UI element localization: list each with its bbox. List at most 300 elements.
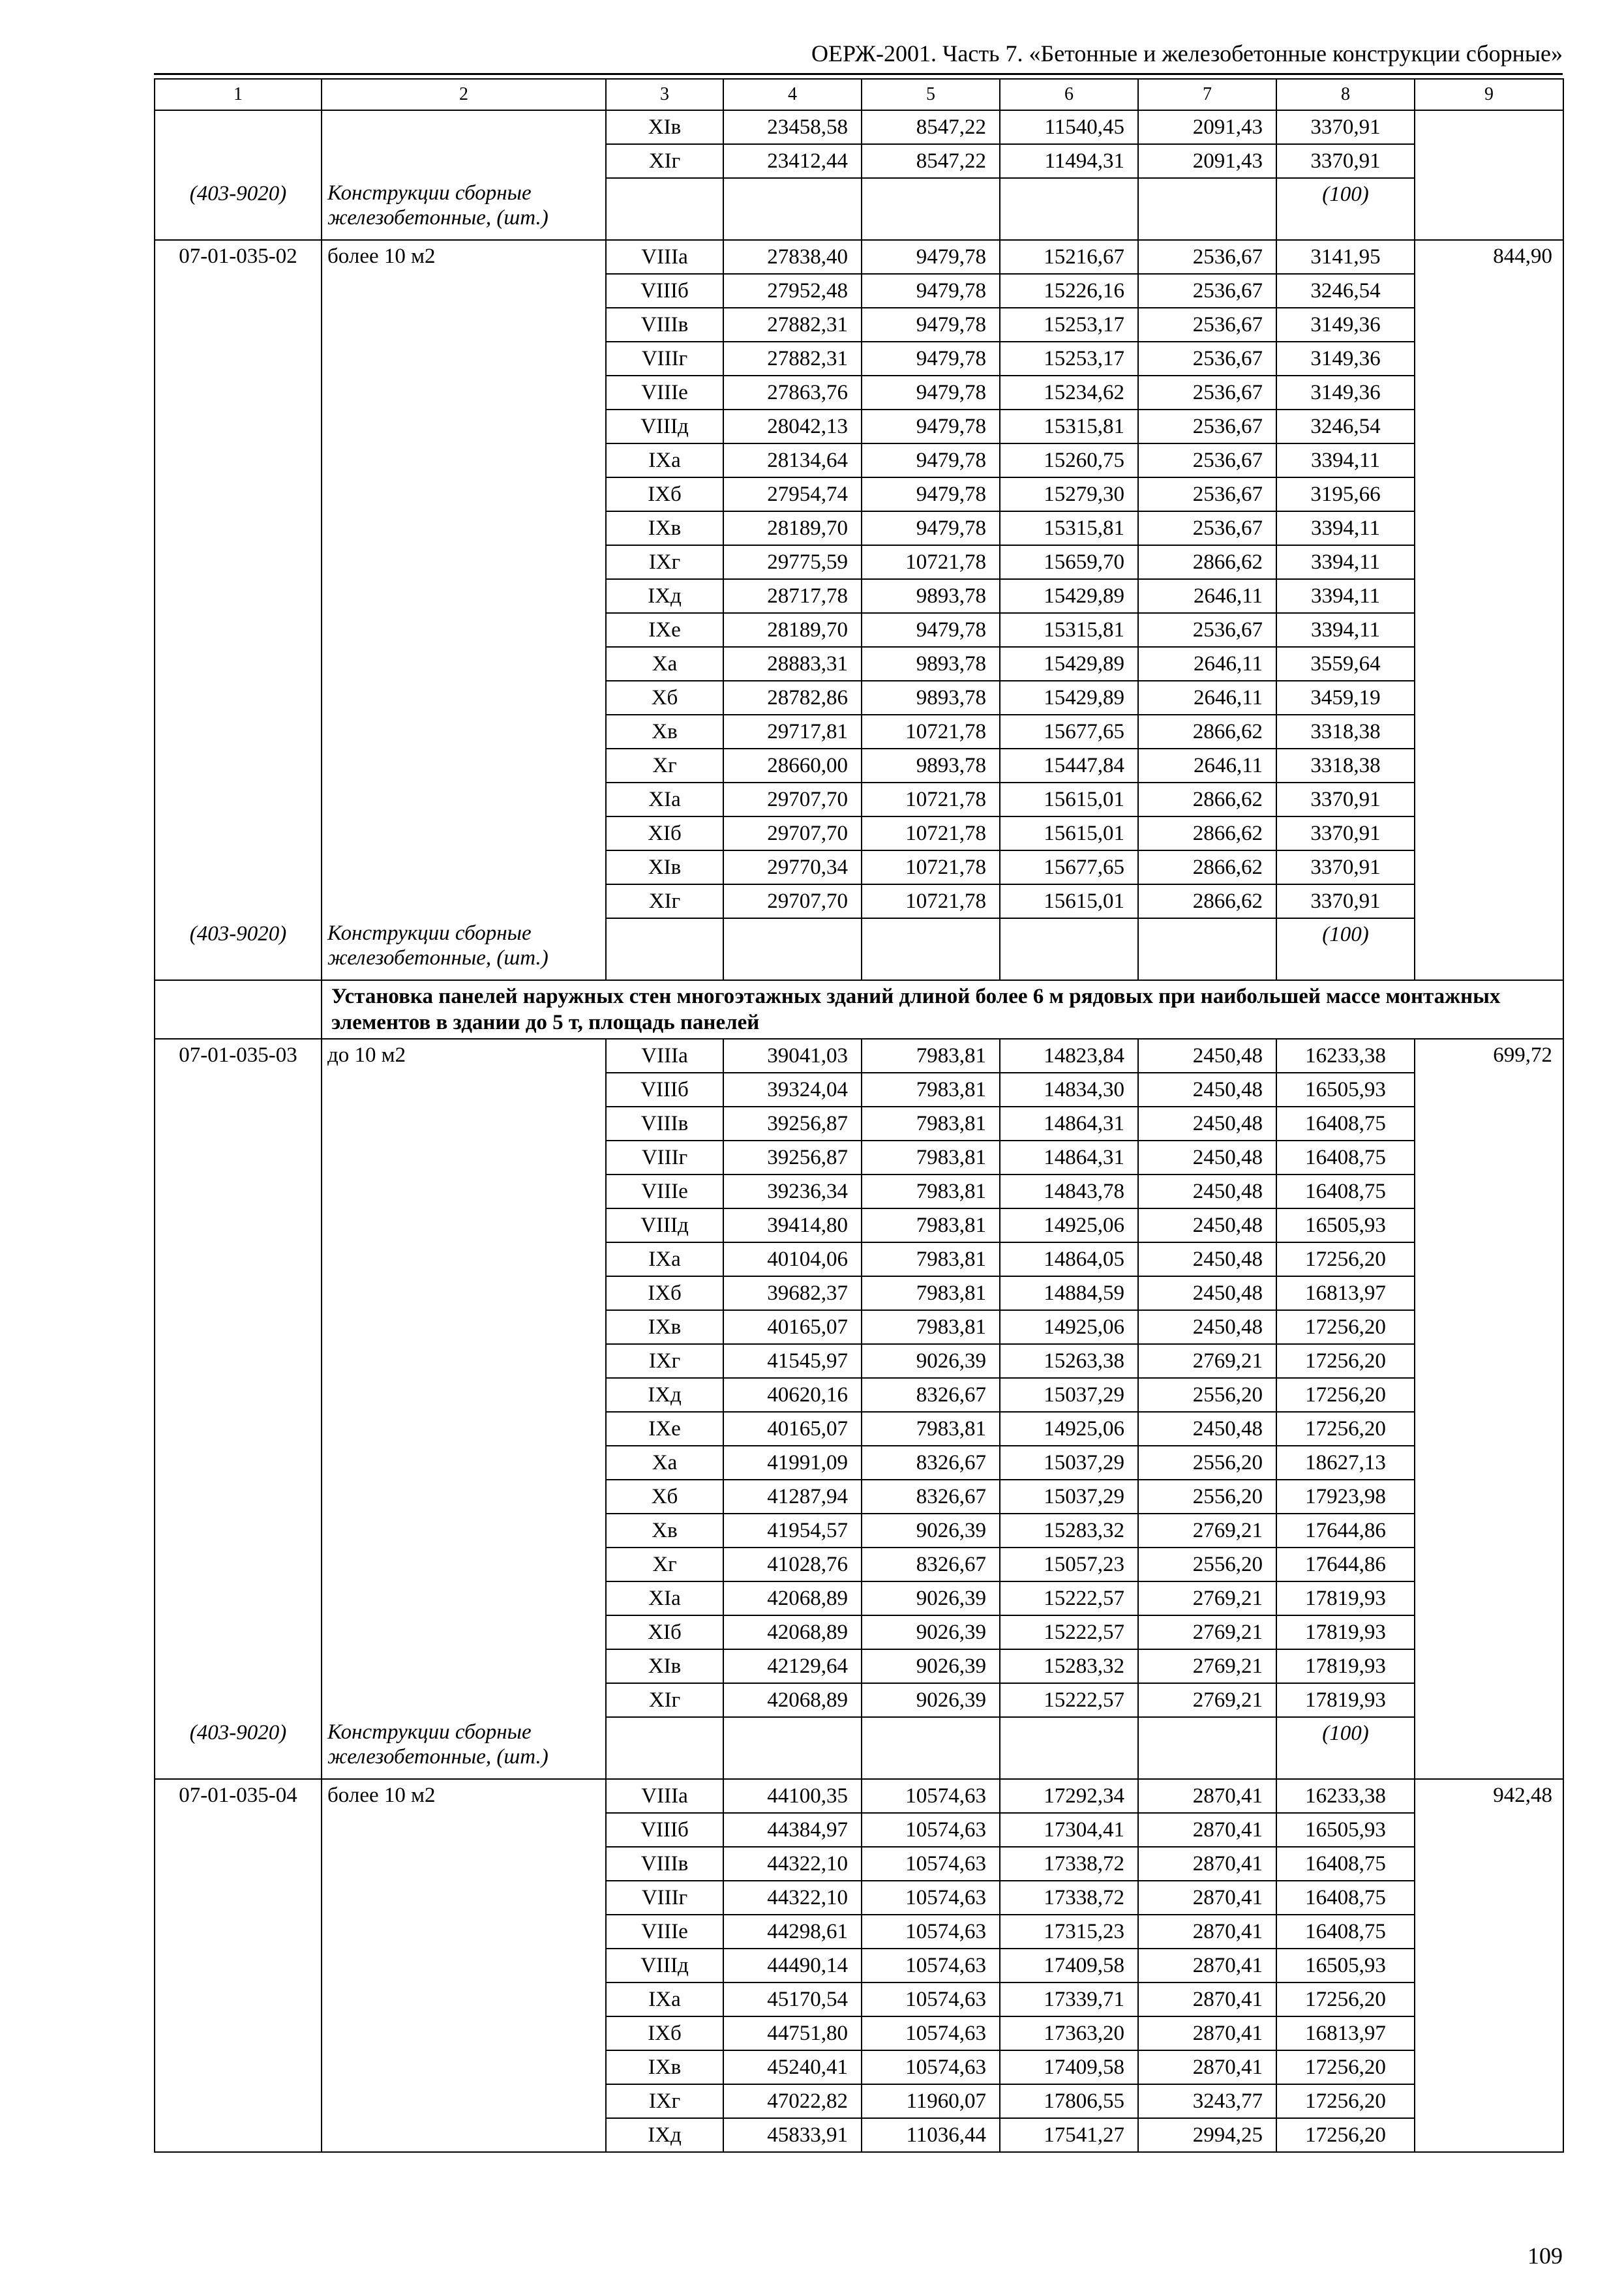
value-cell: 15615,01	[1000, 884, 1138, 918]
value-cell: 9893,78	[862, 681, 1000, 715]
value-cell: 10574,63	[862, 1982, 1000, 2016]
value-cell: 28782,86	[723, 681, 862, 715]
code-cell	[155, 443, 322, 477]
value-cell: 14823,84	[1000, 1039, 1138, 1073]
table-row	[155, 1208, 1563, 1242]
material-cell: 17256,20	[1276, 1344, 1415, 1378]
wage-cell	[1415, 783, 1563, 816]
material-cell: 16408,75	[1276, 1847, 1415, 1881]
zone-cell: Xб	[606, 1480, 723, 1514]
value-cell: 7983,81	[862, 1073, 1000, 1107]
zone-cell: VIIIа	[606, 1779, 723, 1813]
value-cell: 15677,65	[1000, 715, 1138, 749]
column-number: 3	[606, 79, 723, 110]
value-cell: 2450,48	[1138, 1141, 1276, 1174]
wage-cell	[1415, 715, 1563, 749]
code-cell	[155, 308, 322, 342]
resource-qty: (100)	[1276, 918, 1415, 980]
table-row	[155, 1548, 1563, 1581]
material-cell: 3559,64	[1276, 647, 1415, 681]
value-cell: 45833,91	[723, 2118, 862, 2152]
value-cell: 15279,30	[1000, 477, 1138, 511]
empty-cell	[1138, 1717, 1276, 1779]
value-cell: 9479,78	[862, 342, 1000, 376]
table-row	[155, 1779, 1563, 1813]
table-row	[155, 1881, 1563, 1915]
wage-cell	[1415, 1982, 1563, 2016]
value-cell: 2870,41	[1138, 1779, 1276, 1813]
code-cell	[155, 545, 322, 579]
empty-cell	[723, 1717, 862, 1779]
value-cell: 7983,81	[862, 1276, 1000, 1310]
code-cell	[155, 511, 322, 545]
value-cell: 2450,48	[1138, 1073, 1276, 1107]
zone-cell: VIIIд	[606, 410, 723, 443]
material-cell: 16505,93	[1276, 1073, 1415, 1107]
value-cell: 27863,76	[723, 376, 862, 410]
wage-cell	[1415, 1276, 1563, 1310]
table-row	[155, 783, 1563, 816]
table-row	[155, 274, 1563, 308]
zone-cell: IXд	[606, 579, 723, 613]
table-row	[155, 511, 1563, 545]
value-cell: 9026,39	[862, 1615, 1000, 1649]
wage-cell	[1415, 410, 1563, 443]
material-cell: 17819,93	[1276, 1683, 1415, 1717]
table-row	[155, 376, 1563, 410]
material-cell: 3394,11	[1276, 545, 1415, 579]
value-cell: 2870,41	[1138, 2016, 1276, 2050]
value-cell: 44751,80	[723, 2016, 862, 2050]
material-cell: 17644,86	[1276, 1514, 1415, 1548]
zone-cell: IXг	[606, 545, 723, 579]
material-cell: 3370,91	[1276, 884, 1415, 918]
desc-cell	[322, 1915, 606, 1949]
table-row	[155, 1378, 1563, 1412]
value-cell: 15447,84	[1000, 749, 1138, 783]
desc-cell	[322, 1073, 606, 1107]
empty-cell	[1138, 918, 1276, 980]
code-cell	[155, 2118, 322, 2152]
value-cell: 2536,67	[1138, 240, 1276, 274]
desc-cell	[322, 2050, 606, 2084]
code-cell	[155, 647, 322, 681]
material-cell: 17256,20	[1276, 1378, 1415, 1412]
desc-cell: до 10 м2	[322, 1039, 606, 1073]
code-cell	[155, 274, 322, 308]
code-cell	[155, 477, 322, 511]
material-cell: 17256,20	[1276, 1310, 1415, 1344]
table-row	[155, 1039, 1563, 1073]
table-row	[155, 1915, 1563, 1949]
empty-cell	[723, 178, 862, 240]
value-cell: 10721,78	[862, 816, 1000, 850]
table-row	[155, 2118, 1563, 2152]
value-cell: 8326,67	[862, 1480, 1000, 1514]
value-cell: 40165,07	[723, 1412, 862, 1446]
material-cell: 17923,98	[1276, 1480, 1415, 1514]
value-cell: 41991,09	[723, 1446, 862, 1480]
empty-cell	[1000, 918, 1138, 980]
code-cell	[155, 1949, 322, 1982]
zone-cell: VIIIг	[606, 1881, 723, 1915]
code-cell	[155, 1310, 322, 1344]
value-cell: 9479,78	[862, 274, 1000, 308]
table-row	[155, 1141, 1563, 1174]
value-cell: 10574,63	[862, 1813, 1000, 1847]
zone-cell: XIг	[606, 1683, 723, 1717]
code-cell	[155, 410, 322, 443]
value-cell: 15253,17	[1000, 342, 1138, 376]
value-cell: 45170,54	[723, 1982, 862, 2016]
code-cell	[155, 1174, 322, 1208]
wage-cell	[1415, 1847, 1563, 1881]
code-cell	[155, 749, 322, 783]
table-row	[155, 1581, 1563, 1615]
material-cell: 3149,36	[1276, 376, 1415, 410]
value-cell: 2450,48	[1138, 1242, 1276, 1276]
empty-cell	[1138, 178, 1276, 240]
value-cell: 17363,20	[1000, 2016, 1138, 2050]
wage-cell	[1415, 681, 1563, 715]
zone-cell: VIIIд	[606, 1949, 723, 1982]
value-cell: 15222,57	[1000, 1581, 1138, 1615]
material-cell: 3394,11	[1276, 579, 1415, 613]
value-cell: 2536,67	[1138, 443, 1276, 477]
zone-cell: VIIIе	[606, 1915, 723, 1949]
value-cell: 2646,11	[1138, 749, 1276, 783]
material-cell: 3370,91	[1276, 850, 1415, 884]
value-cell: 2450,48	[1138, 1276, 1276, 1310]
zone-cell: VIIIв	[606, 308, 723, 342]
zone-cell: VIIIд	[606, 1208, 723, 1242]
wage-cell	[1415, 918, 1563, 980]
value-cell: 9893,78	[862, 749, 1000, 783]
resource-qty: (100)	[1276, 1717, 1415, 1779]
desc-cell	[322, 1982, 606, 2016]
empty-cell	[862, 918, 1000, 980]
wage-cell	[1415, 1480, 1563, 1514]
value-cell: 29707,70	[723, 884, 862, 918]
value-cell: 2870,41	[1138, 1813, 1276, 1847]
value-cell: 15615,01	[1000, 783, 1138, 816]
desc-cell	[322, 1813, 606, 1847]
resource-code: (403-9020)	[155, 178, 322, 240]
table-row	[155, 144, 1563, 178]
code-cell: 07-01-035-04	[155, 1779, 322, 1813]
value-cell: 42068,89	[723, 1581, 862, 1615]
code-cell	[155, 144, 322, 178]
value-cell: 27954,74	[723, 477, 862, 511]
wage-cell	[1415, 1378, 1563, 1412]
table-row	[155, 1615, 1563, 1649]
rates-table-body	[155, 79, 1563, 2152]
code-cell	[155, 613, 322, 647]
column-number: 1	[155, 79, 322, 110]
desc-cell	[322, 1412, 606, 1446]
value-cell: 39236,34	[723, 1174, 862, 1208]
material-cell: 3370,91	[1276, 144, 1415, 178]
value-cell: 2769,21	[1138, 1649, 1276, 1683]
code-cell	[155, 1141, 322, 1174]
wage-cell	[1415, 477, 1563, 511]
zone-cell: XIв	[606, 1649, 723, 1683]
wage-cell: 844,90	[1415, 240, 1563, 274]
value-cell: 14925,06	[1000, 1412, 1138, 1446]
material-cell: 16813,97	[1276, 2016, 1415, 2050]
table-row	[155, 884, 1563, 918]
material-cell: 16813,97	[1276, 1276, 1415, 1310]
value-cell: 10574,63	[862, 1915, 1000, 1949]
desc-cell	[322, 1683, 606, 1717]
empty-cell	[862, 178, 1000, 240]
table-row	[155, 681, 1563, 715]
wage-cell	[1415, 1717, 1563, 1779]
value-cell: 28883,31	[723, 647, 862, 681]
zone-cell: IXа	[606, 443, 723, 477]
wage-cell	[1415, 816, 1563, 850]
desc-cell	[322, 647, 606, 681]
code-cell	[155, 1514, 322, 1548]
value-cell: 42129,64	[723, 1649, 862, 1683]
resource-code: (403-9020)	[155, 918, 322, 980]
material-cell: 17256,20	[1276, 2084, 1415, 2118]
code-cell	[155, 1242, 322, 1276]
material-cell: 17819,93	[1276, 1615, 1415, 1649]
material-cell: 18627,13	[1276, 1446, 1415, 1480]
value-cell: 7983,81	[862, 1174, 1000, 1208]
table-row	[155, 2050, 1563, 2084]
zone-cell: IXв	[606, 1310, 723, 1344]
section-title: Установка панелей наружных стен многоэтажных зданий длиной более 6 м рядовых при наибольшей массе монтажных элементов в здании до 5 т, площадь панелей	[322, 980, 1563, 1039]
value-cell: 28134,64	[723, 443, 862, 477]
value-cell: 2870,41	[1138, 1982, 1276, 2016]
wage-cell	[1415, 1881, 1563, 1915]
value-cell: 45240,41	[723, 2050, 862, 2084]
table-row	[155, 410, 1563, 443]
value-cell: 15037,29	[1000, 1446, 1138, 1480]
value-cell: 10574,63	[862, 2050, 1000, 2084]
wage-cell	[1415, 1683, 1563, 1717]
code-cell	[155, 1683, 322, 1717]
value-cell: 2536,67	[1138, 410, 1276, 443]
wage-cell	[1415, 2050, 1563, 2084]
value-cell: 15226,16	[1000, 274, 1138, 308]
value-cell: 2870,41	[1138, 1949, 1276, 1982]
value-cell: 15263,38	[1000, 1344, 1138, 1378]
value-cell: 2646,11	[1138, 647, 1276, 681]
value-cell: 2450,48	[1138, 1310, 1276, 1344]
value-cell: 8547,22	[862, 110, 1000, 144]
value-cell: 9026,39	[862, 1683, 1000, 1717]
value-cell: 15037,29	[1000, 1480, 1138, 1514]
value-cell: 15429,89	[1000, 647, 1138, 681]
empty-cell	[606, 178, 723, 240]
zone-cell: IXд	[606, 2118, 723, 2152]
wage-cell	[1415, 1949, 1563, 1982]
code-cell	[155, 1881, 322, 1915]
code-cell	[155, 1073, 322, 1107]
value-cell: 10721,78	[862, 545, 1000, 579]
value-cell: 15315,81	[1000, 410, 1138, 443]
value-cell: 14864,31	[1000, 1141, 1138, 1174]
value-cell: 9479,78	[862, 308, 1000, 342]
empty-cell	[606, 1717, 723, 1779]
value-cell: 15283,32	[1000, 1649, 1138, 1683]
value-cell: 2450,48	[1138, 1208, 1276, 1242]
value-cell: 27838,40	[723, 240, 862, 274]
code-cell	[155, 1378, 322, 1412]
code-cell	[155, 884, 322, 918]
wage-cell	[1415, 110, 1563, 144]
value-cell: 2450,48	[1138, 1107, 1276, 1141]
value-cell: 28660,00	[723, 749, 862, 783]
value-cell: 11494,31	[1000, 144, 1138, 178]
material-cell: 16505,93	[1276, 1949, 1415, 1982]
material-cell: 16233,38	[1276, 1779, 1415, 1813]
wage-cell	[1415, 2016, 1563, 2050]
desc-cell	[322, 144, 606, 178]
value-cell: 2866,62	[1138, 783, 1276, 816]
material-cell: 3195,66	[1276, 477, 1415, 511]
value-cell: 9026,39	[862, 1649, 1000, 1683]
table-row	[155, 1813, 1563, 1847]
desc-cell	[322, 1949, 606, 1982]
wage-cell	[1415, 1208, 1563, 1242]
table-row	[155, 1514, 1563, 1548]
value-cell: 2091,43	[1138, 144, 1276, 178]
value-cell: 10721,78	[862, 715, 1000, 749]
value-cell: 40620,16	[723, 1378, 862, 1412]
table-row	[155, 1174, 1563, 1208]
value-cell: 9479,78	[862, 477, 1000, 511]
value-cell: 8326,67	[862, 1446, 1000, 1480]
zone-cell: XIг	[606, 884, 723, 918]
zone-cell: VIIIг	[606, 342, 723, 376]
value-cell: 15659,70	[1000, 545, 1138, 579]
value-cell: 39256,87	[723, 1107, 862, 1141]
zone-cell: IXе	[606, 613, 723, 647]
column-number-row	[155, 79, 1563, 110]
code-cell: 07-01-035-03	[155, 1039, 322, 1073]
table-row	[155, 579, 1563, 613]
table-row	[155, 1847, 1563, 1881]
empty-cell	[862, 1717, 1000, 1779]
zone-cell: XIа	[606, 783, 723, 816]
table-row	[155, 647, 1563, 681]
value-cell: 9026,39	[862, 1514, 1000, 1548]
value-cell: 39682,37	[723, 1276, 862, 1310]
value-cell: 10574,63	[862, 1847, 1000, 1881]
material-cell: 3370,91	[1276, 110, 1415, 144]
value-cell: 2870,41	[1138, 1847, 1276, 1881]
material-cell: 3394,11	[1276, 511, 1415, 545]
wage-cell	[1415, 850, 1563, 884]
table-row	[155, 1073, 1563, 1107]
value-cell: 2866,62	[1138, 884, 1276, 918]
desc-cell	[322, 715, 606, 749]
desc-cell: более 10 м2	[322, 240, 606, 274]
wage-cell	[1415, 342, 1563, 376]
value-cell: 29717,81	[723, 715, 862, 749]
wage-cell	[1415, 613, 1563, 647]
value-cell: 2769,21	[1138, 1581, 1276, 1615]
desc-cell	[322, 110, 606, 144]
zone-cell: IXг	[606, 1344, 723, 1378]
zone-cell: VIIIб	[606, 1813, 723, 1847]
value-cell: 29775,59	[723, 545, 862, 579]
value-cell: 2769,21	[1138, 1514, 1276, 1548]
material-cell: 16408,75	[1276, 1915, 1415, 1949]
value-cell: 10721,78	[862, 850, 1000, 884]
wage-cell	[1415, 178, 1563, 240]
code-cell	[155, 783, 322, 816]
code-cell	[155, 1548, 322, 1581]
value-cell: 42068,89	[723, 1615, 862, 1649]
desc-cell	[322, 1446, 606, 1480]
zone-cell: IXг	[606, 2084, 723, 2118]
value-cell: 2870,41	[1138, 1881, 1276, 1915]
wage-cell	[1415, 1915, 1563, 1949]
material-cell: 3246,54	[1276, 410, 1415, 443]
desc-cell	[322, 1847, 606, 1881]
code-cell	[155, 1915, 322, 1949]
value-cell: 7983,81	[862, 1107, 1000, 1141]
zone-cell: Xа	[606, 647, 723, 681]
value-cell: 15057,23	[1000, 1548, 1138, 1581]
value-cell: 14864,31	[1000, 1107, 1138, 1141]
value-cell: 2556,20	[1138, 1446, 1276, 1480]
zone-cell: VIIIб	[606, 1073, 723, 1107]
material-cell: 3318,38	[1276, 715, 1415, 749]
value-cell: 17409,58	[1000, 1949, 1138, 1982]
value-cell: 9479,78	[862, 376, 1000, 410]
value-cell: 27882,31	[723, 308, 862, 342]
resource-desc: Конструкции сборные железобетонные, (шт.)	[322, 918, 606, 980]
zone-cell: VIIIе	[606, 1174, 723, 1208]
value-cell: 28717,78	[723, 579, 862, 613]
empty-cell	[155, 980, 322, 1039]
zone-cell: Xб	[606, 681, 723, 715]
value-cell: 14864,05	[1000, 1242, 1138, 1276]
empty-cell	[1000, 1717, 1138, 1779]
value-cell: 17339,71	[1000, 1982, 1138, 2016]
value-cell: 9479,78	[862, 511, 1000, 545]
value-cell: 28189,70	[723, 511, 862, 545]
value-cell: 14925,06	[1000, 1310, 1138, 1344]
code-cell	[155, 579, 322, 613]
wage-cell	[1415, 579, 1563, 613]
column-number: 5	[862, 79, 1000, 110]
material-cell: 17256,20	[1276, 1242, 1415, 1276]
table-row	[155, 545, 1563, 579]
zone-cell: VIIIе	[606, 376, 723, 410]
material-cell: 3149,36	[1276, 342, 1415, 376]
wage-cell: 942,48	[1415, 1779, 1563, 1813]
desc-cell	[322, 1378, 606, 1412]
wage-cell	[1415, 1581, 1563, 1615]
desc-cell	[322, 511, 606, 545]
value-cell: 15315,81	[1000, 511, 1138, 545]
value-cell: 39324,04	[723, 1073, 862, 1107]
desc-cell	[322, 579, 606, 613]
zone-cell: VIIIа	[606, 1039, 723, 1073]
material-cell: 16408,75	[1276, 1107, 1415, 1141]
wage-cell	[1415, 274, 1563, 308]
code-cell	[155, 850, 322, 884]
material-cell: 17256,20	[1276, 1982, 1415, 2016]
value-cell: 2646,11	[1138, 681, 1276, 715]
